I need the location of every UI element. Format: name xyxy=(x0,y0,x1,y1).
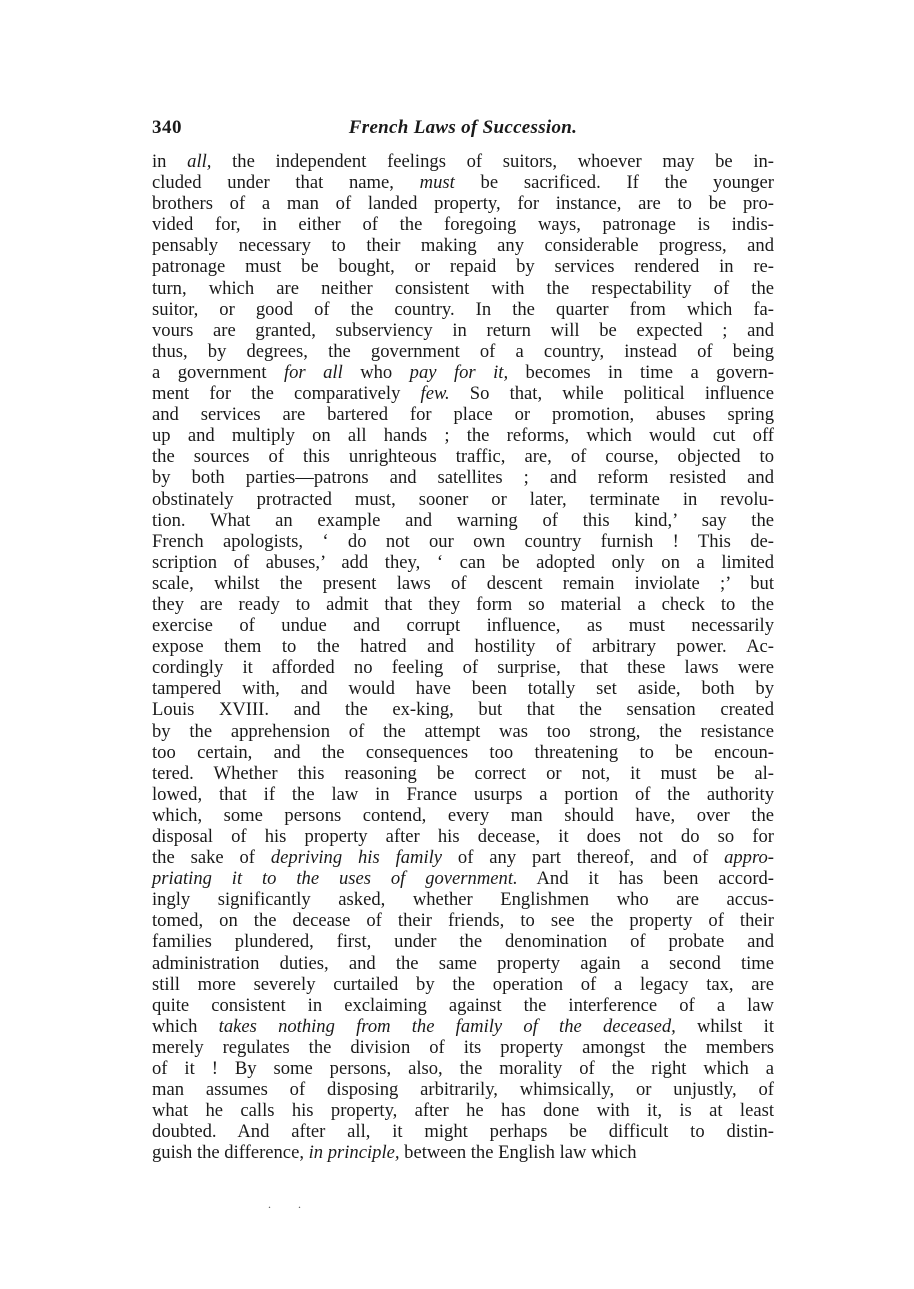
text-line xyxy=(152,510,774,531)
text-run: vided for, in either of the foregoing ways, patronage is indis- xyxy=(152,214,774,236)
italic-phrase: takes nothing from the family of the deceased, xyxy=(218,1015,676,1037)
text-line xyxy=(152,235,774,256)
text-run: ingly significantly asked, whether Englishmen who are accus- xyxy=(152,889,774,911)
text-run: between the English law which xyxy=(399,1142,637,1164)
text-run: families plundered, first, under the denomination of probate and xyxy=(152,931,774,953)
text-run: scale, whilst the present laws of descent remain inviolate ;’ but xyxy=(152,572,774,594)
text-line xyxy=(152,995,774,1016)
text-run: be sacrificed. If the younger xyxy=(454,172,774,194)
text-run: whilst it xyxy=(675,1015,774,1037)
text-run: by both parties—patrons and satellites ; and reform resisted and xyxy=(152,467,774,489)
text-line xyxy=(152,193,774,214)
text-line xyxy=(152,1142,774,1163)
text-run: they are ready to admit that they form so material a check to the xyxy=(152,593,774,615)
text-line xyxy=(152,931,774,952)
text-line xyxy=(152,636,774,657)
text-run: merely regulates the division of its property amongst the members xyxy=(152,1036,774,1058)
text-run: patronage must be bought, or repaid by services rendered in re- xyxy=(152,256,774,278)
text-run: the independent feelings of suitors, whoever may be in- xyxy=(211,151,774,172)
text-run: exercise of undue and corrupt influence, as must necessarily xyxy=(152,615,774,637)
text-line xyxy=(152,573,774,594)
text-line xyxy=(152,489,774,510)
text-run: a government xyxy=(152,361,284,383)
text-run: tampered with, and would have been totally set aside, both by xyxy=(152,678,774,700)
text-line xyxy=(152,889,774,910)
text-run: quite consistent in exclaiming against the interference of a law xyxy=(152,994,774,1016)
text-line xyxy=(152,1100,774,1121)
text-line xyxy=(152,805,774,826)
text-run: vours are granted, subserviency in return will be expected ; and xyxy=(152,319,774,341)
text-line xyxy=(152,953,774,974)
text-line xyxy=(152,974,774,995)
text-line xyxy=(152,763,774,784)
text-run: lowed, that if the law in France usurps a portion of the authority xyxy=(152,783,774,805)
text-run: expose them to the hatred and hostility of arbitrary power. Ac- xyxy=(152,636,774,658)
italic-phrase: in principle, xyxy=(308,1142,400,1164)
text-run: turn, which are neither consistent with the respectability of the xyxy=(152,277,774,299)
text-line xyxy=(152,868,774,889)
text-run: scription of abuses,’ add they, ‘ can be adopted only on a limited xyxy=(152,551,774,573)
italic-phrase: appro- xyxy=(724,847,774,869)
italic-phrase: priating it to the uses of government. xyxy=(152,868,518,890)
text-run: of any part thereof, and of xyxy=(442,847,725,869)
text-line xyxy=(152,256,774,277)
text-line xyxy=(152,552,774,573)
text-run: tion. What an example and warning of this kind,’ say the xyxy=(152,509,774,531)
text-run: which xyxy=(152,1015,219,1037)
text-line xyxy=(152,699,774,720)
text-run: tered. Whether this reasoning be correct or not, it must be al- xyxy=(152,762,774,784)
text-run: suitor, or good of the country. In the quarter from which fa- xyxy=(152,298,774,320)
text-line xyxy=(152,678,774,699)
italic-phrase: all, xyxy=(187,151,212,172)
text-line xyxy=(152,847,774,868)
italic-phrase: depriving his family xyxy=(270,847,443,869)
text-line xyxy=(152,425,774,446)
text-run: administration duties, and the same property again a second time xyxy=(152,952,774,974)
text-run: still more severely curtailed by the operation of a legacy tax, are xyxy=(152,973,774,995)
text-line xyxy=(152,910,774,931)
text-run: French apologists, ‘ do not our own country furnish ! This de- xyxy=(152,530,774,552)
text-run: and services are bartered for place or promotion, abuses spring xyxy=(152,404,774,426)
text-line xyxy=(152,594,774,615)
text-line xyxy=(152,657,774,678)
text-line xyxy=(152,151,774,172)
text-run: cordingly it afforded no feeling of surprise, that these laws were xyxy=(152,657,774,679)
text-line xyxy=(152,172,774,193)
text-line xyxy=(152,362,774,383)
italic-phrase: for all xyxy=(283,361,343,383)
text-run: ment for the comparatively xyxy=(152,383,421,405)
text-line xyxy=(152,784,774,805)
text-run: disposal of his property after his decease, it does not do so for xyxy=(152,826,774,847)
text-run: who xyxy=(342,361,410,383)
text-run: what he calls his property, after he has done with it, is at least xyxy=(152,1100,774,1122)
text-run: of it ! By some persons, also, the morality of the right which a xyxy=(152,1058,774,1080)
body-text xyxy=(152,151,774,1164)
text-run: guish the difference, xyxy=(152,1142,309,1164)
text-run: pensably necessary to their making any considerable progress, and xyxy=(152,235,774,257)
text-run: Louis XVIII. and the ex-king, but that the sensation created xyxy=(152,699,774,721)
page-number: 340 xyxy=(152,117,182,138)
text-line xyxy=(152,721,774,742)
footer-mark: . . xyxy=(268,1197,313,1211)
italic-phrase: few. xyxy=(420,383,450,405)
text-line xyxy=(152,1058,774,1079)
text-run: man assumes of disposing arbitrarily, whimsically, or unjustly, of xyxy=(152,1079,774,1101)
text-run: obstinately protracted must, sooner or later, terminate in revolu- xyxy=(152,488,774,510)
text-run: the sake of xyxy=(152,847,271,869)
text-line xyxy=(152,531,774,552)
text-run: in xyxy=(152,151,188,172)
text-line xyxy=(152,1121,774,1142)
text-line xyxy=(152,826,774,847)
italic-phrase: pay for it, xyxy=(409,361,509,383)
text-run: doubted. And after all, it might perhaps be difficult to distin- xyxy=(152,1121,774,1143)
text-run: too certain, and the consequences too threatening to be encoun- xyxy=(152,741,774,763)
text-run: tomed, on the decease of their friends, to see the property of their xyxy=(152,910,774,932)
text-line xyxy=(152,299,774,320)
italic-phrase: must xyxy=(419,172,455,194)
text-run: up and multiply on all hands ; the reforms, which would cut off xyxy=(152,425,774,447)
text-line xyxy=(152,320,774,341)
text-line xyxy=(152,446,774,467)
text-run: cluded under that name, xyxy=(152,172,420,194)
text-run: becomes in time a govern- xyxy=(508,361,774,383)
text-line xyxy=(152,341,774,362)
text-line xyxy=(152,742,774,763)
page-header xyxy=(152,117,774,145)
text-line xyxy=(152,1016,774,1037)
text-line xyxy=(152,278,774,299)
text-run: And it has been accord- xyxy=(517,868,774,890)
text-run: thus, by degrees, the government of a country, instead of being xyxy=(152,340,774,362)
text-line xyxy=(152,467,774,488)
text-line xyxy=(152,404,774,425)
text-run: which, some persons contend, every man should have, over the xyxy=(152,804,774,826)
text-line xyxy=(152,615,774,636)
text-line xyxy=(152,1037,774,1058)
text-line xyxy=(152,1079,774,1100)
running-title: French Laws of Succession. xyxy=(348,117,578,138)
text-line xyxy=(152,383,774,404)
text-run: brothers of a man of landed property, for instance, are to be pro- xyxy=(152,193,774,215)
text-run: So that, while political influence xyxy=(449,383,774,405)
text-run: the sources of this unrighteous traffic, are, of course, objected to xyxy=(152,446,774,468)
text-line xyxy=(152,214,774,235)
text-run: by the apprehension of the attempt was too strong, the resistance xyxy=(152,720,774,742)
